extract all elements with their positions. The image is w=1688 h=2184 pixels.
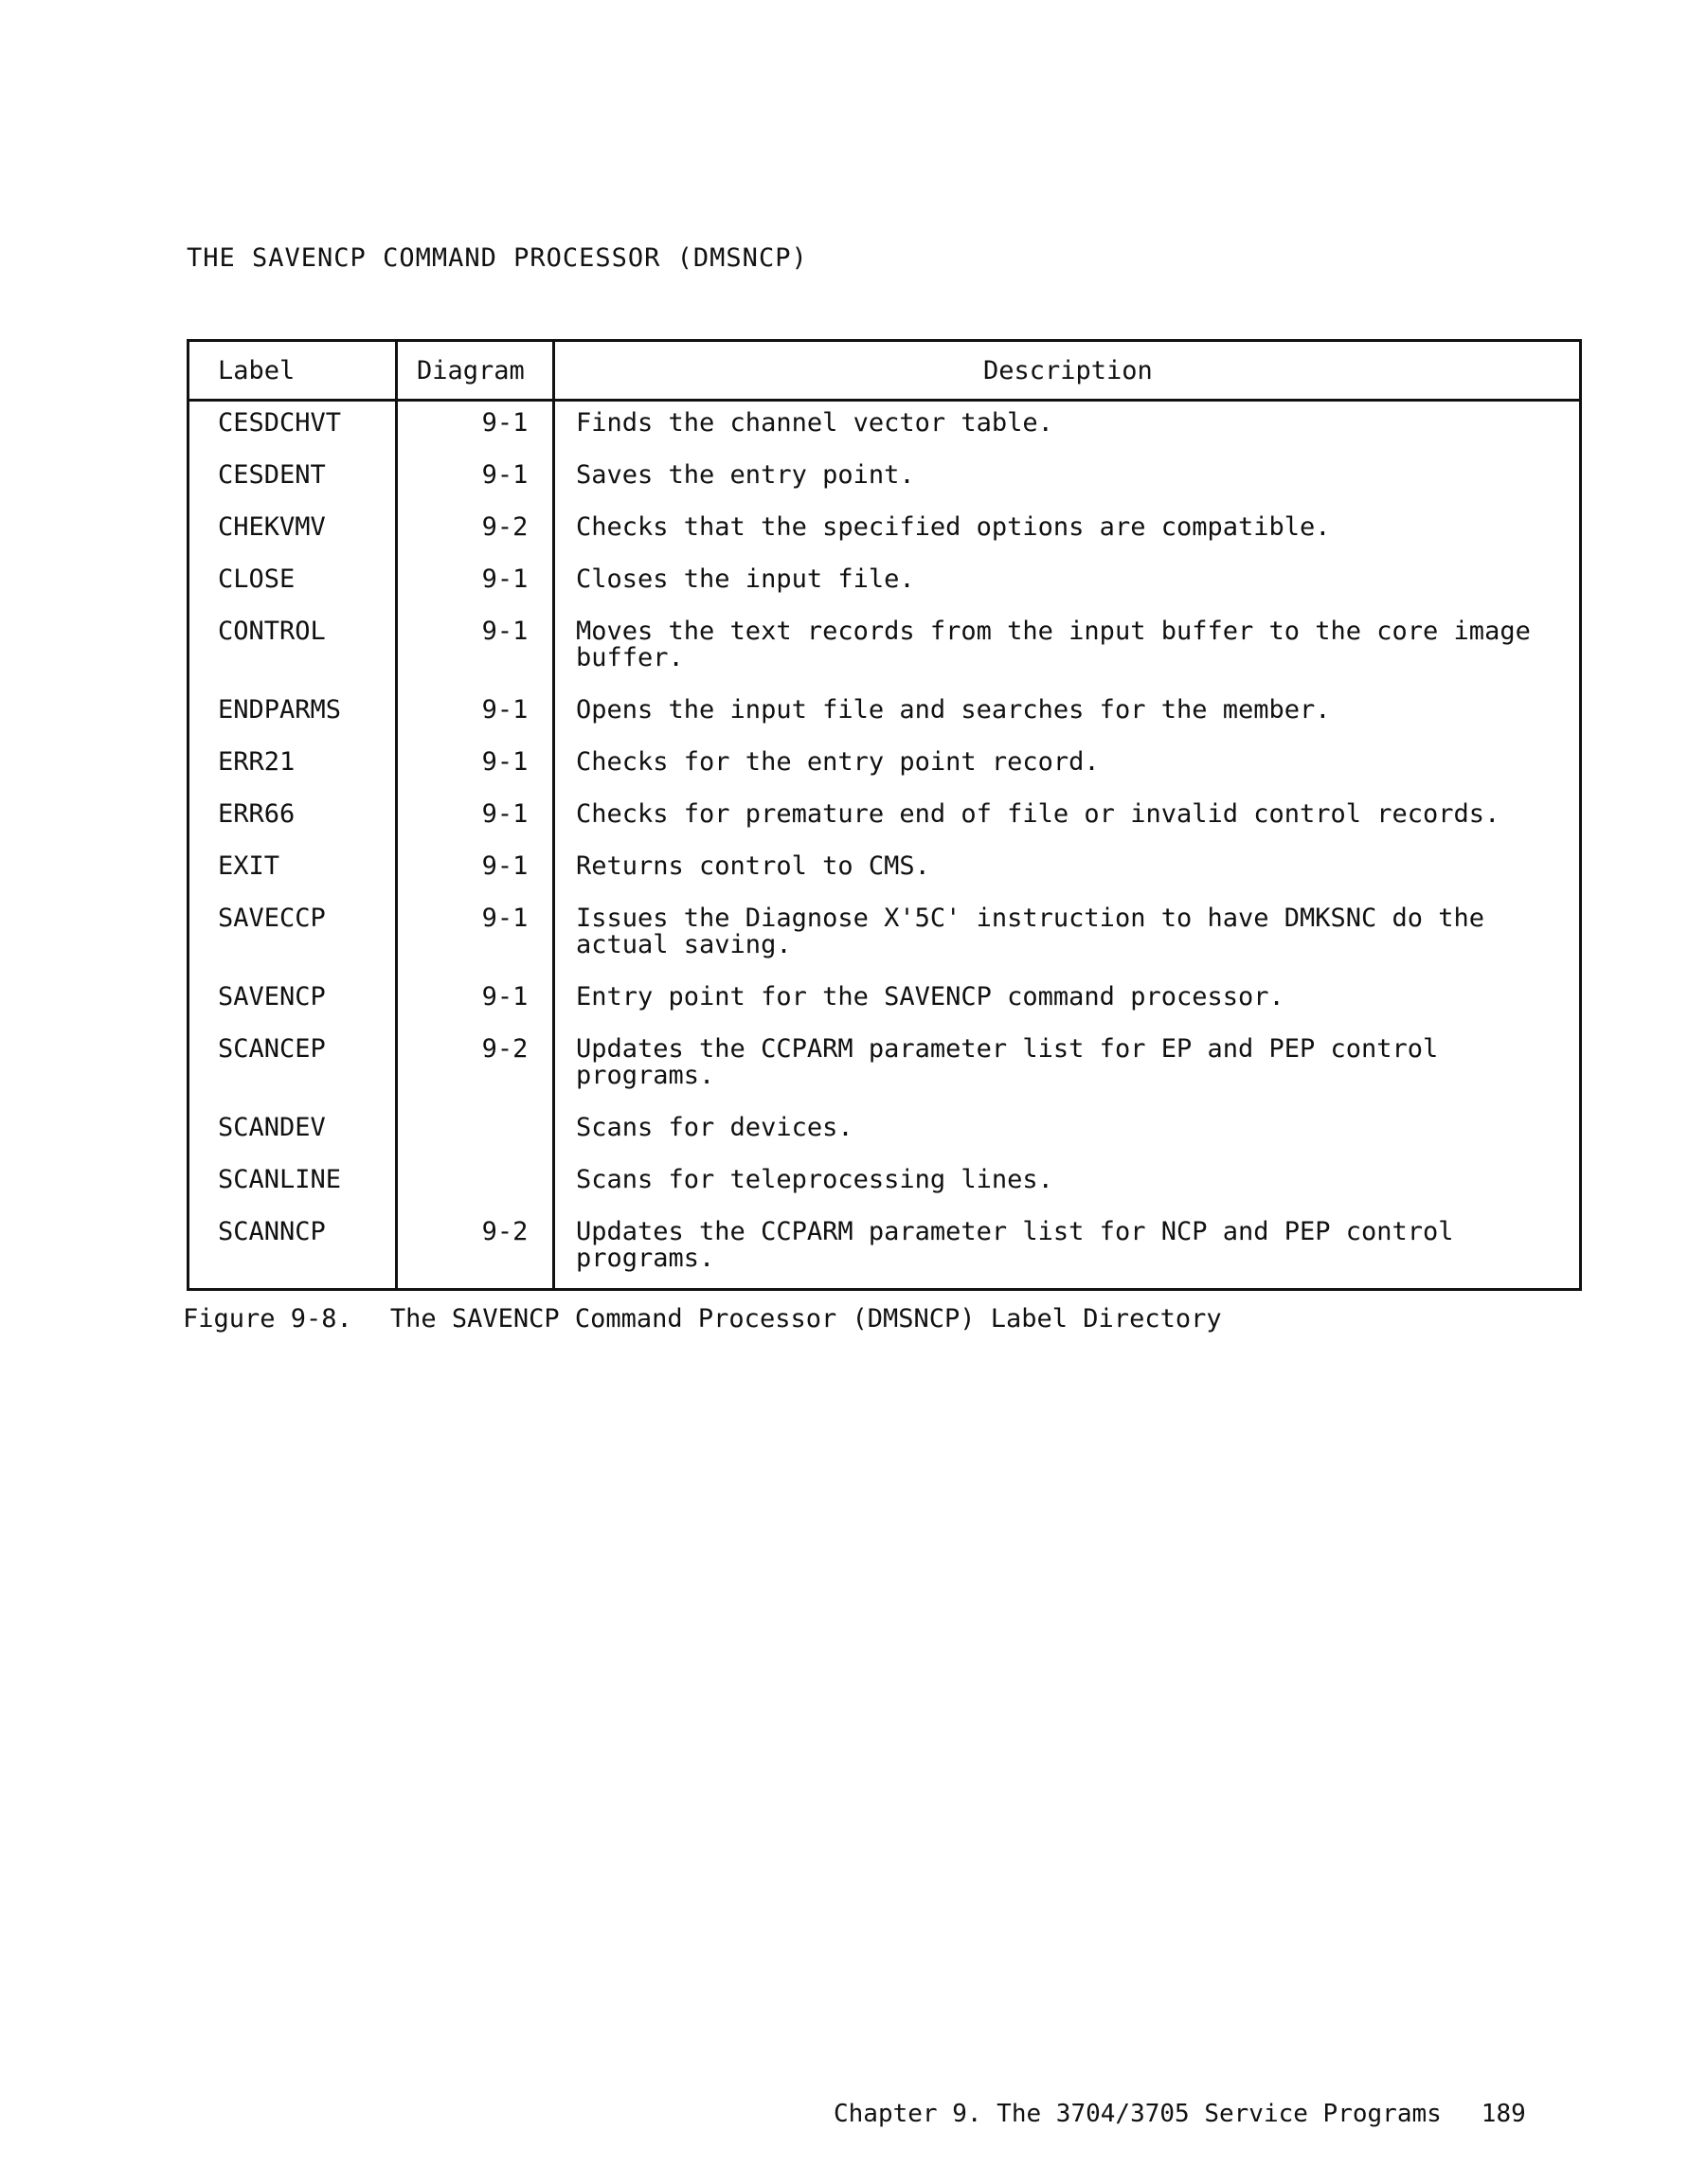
row-diagram: 9-1 [481,695,529,725]
row-diagram: 9-1 [481,564,529,594]
row-label: ERR21 [218,747,296,777]
row-label: ENDPARMS [218,695,342,725]
row-description: Closes the input file. [576,564,915,594]
header-label: Label [218,356,296,385]
row-label: CHEKVMV [218,512,326,542]
row-label: CLOSE [218,564,296,594]
row-diagram: 9-2 [481,1034,529,1064]
row-label: CESDCHVT [218,408,342,438]
row-label: SCANNCP [218,1217,326,1246]
page-number: 189 [1481,2100,1526,2128]
row-label: CONTROL [218,617,326,646]
figure-number: Figure 9-8. [183,1304,352,1334]
row-description: Entry point for the SAVENCP command processor. [576,982,1284,1011]
row-description: Updates the CCPARM parameter list for EP and PEP control programs. [576,1034,1439,1090]
row-description: Scans for devices. [576,1113,853,1142]
header-divider [189,399,1579,402]
row-label: SCANCEP [218,1034,326,1064]
header-description: Description [983,356,1153,385]
figure-caption [183,1304,1222,1334]
row-diagram: 9-1 [481,747,529,777]
row-diagram: 9-1 [481,982,529,1011]
row-label: CESDENT [218,460,326,490]
row-description: Issues the Diagnose X'5C' instruction to have DMKSNC do the actual saving. [576,904,1485,959]
column-divider [395,342,398,1288]
row-diagram: 9-1 [481,904,529,933]
row-diagram: 9-1 [481,617,529,646]
label-directory-table [187,339,1582,1291]
row-description: Saves the entry point. [576,460,915,490]
row-label: SAVECCP [218,904,326,933]
header-diagram: Diagram [417,356,525,385]
row-description: Checks that the specified options are compatible. [576,512,1331,542]
row-diagram: 9-2 [481,512,529,542]
row-description: Updates the CCPARM parameter list for NCP and PEP control programs. [576,1217,1454,1273]
row-description: Finds the channel vector table. [576,408,1053,438]
row-description: Returns control to CMS. [576,851,930,881]
page-footer [834,2100,1526,2128]
row-label: SCANDEV [218,1113,326,1142]
row-description: Checks for premature end of file or invalid control records. [576,799,1500,829]
row-label: SCANLINE [218,1165,342,1194]
row-diagram: 9-2 [481,1217,529,1246]
row-description: Scans for teleprocessing lines. [576,1165,1053,1194]
figure-caption-text: The SAVENCP Command Processor (DMSNCP) Label Directory [389,1304,1222,1334]
row-label: ERR66 [218,799,296,829]
footer-chapter: Chapter 9. The 3704/3705 Service Programs [834,2100,1442,2128]
row-label: EXIT [218,851,280,881]
row-diagram: 9-1 [481,460,529,490]
row-description: Checks for the entry point record. [576,747,1100,777]
row-diagram: 9-1 [481,851,529,881]
row-diagram: 9-1 [481,408,529,438]
row-description: Opens the input file and searches for the member. [576,695,1331,725]
row-diagram: 9-1 [481,799,529,829]
row-label: SAVENCP [218,982,326,1011]
row-description: Moves the text records from the input buffer to the core image buffer. [576,617,1531,672]
page-title: THE SAVENCP COMMAND PROCESSOR (DMSNCP) [187,243,808,273]
